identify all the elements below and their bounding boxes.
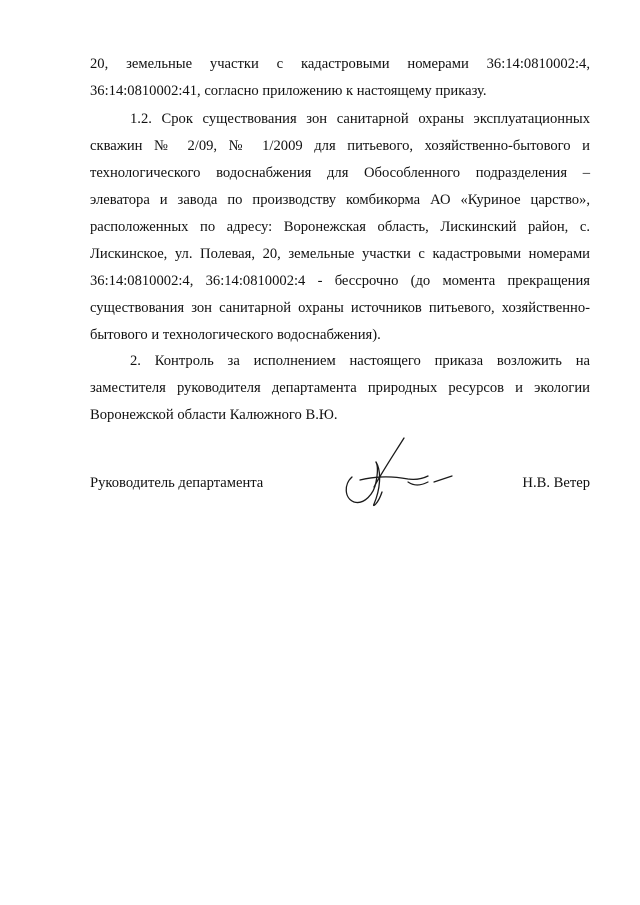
signatory-title: Руководитель департамента [90,475,264,491]
paragraph-line: расположенных по адресу: Воронежская область, Лискинский район, с. [90,219,590,235]
paragraph-line: 36:14:0810002:41, согласно приложению к настоящему приказу. [90,83,487,99]
paragraph-line: Лискинское, ул. Полевая, 20, земельные участки с кадастровыми номерами [90,246,590,262]
paragraph-line: 2. Контроль за исполнением настоящего приказа возложить на [130,353,590,369]
paragraph-line: 36:14:0810002:4, 36:14:0810002:4 - бессрочно (до момента прекращения [90,273,590,289]
paragraph-line: бытового и технологического водоснабжения). [90,327,381,343]
paragraph-line: заместителя руководителя департамента природных ресурсов и экологии [90,380,590,396]
handwritten-signature [330,432,460,522]
paragraph-line: существования зон санитарной охраны источников питьевого, хозяйственно- [90,300,590,316]
paragraph-line: 1.2. Срок существования зон санитарной охраны эксплуатационных [130,111,590,127]
paragraph-line: 20, земельные участки с кадастровыми номерами 36:14:0810002:4, [90,56,590,72]
signatory-name: Н.В. Ветер [522,475,590,491]
paragraph-line: скважин № 2/09, № 1/2009 для питьевого, хозяйственно-бытового и [90,138,590,154]
paragraph-line: элеватора и завода по производству комбикорма АО «Куриное царство», [90,192,590,208]
paragraph-line: Воронежской области Калюжного В.Ю. [90,407,338,423]
paragraph-line: технологического водоснабжения для Обособленного подразделения – [90,165,590,181]
